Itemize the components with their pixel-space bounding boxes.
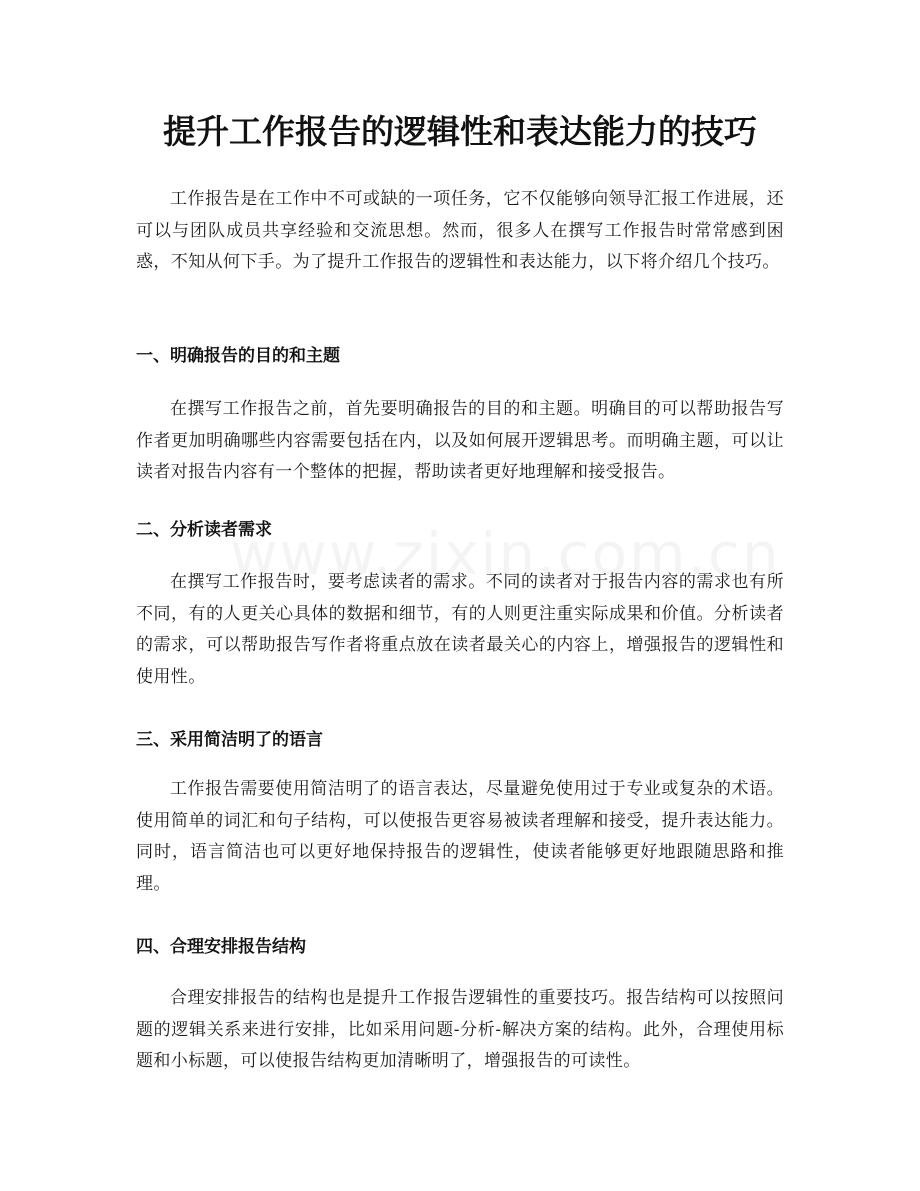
- section-body-1: 在撰写工作报告之前，首先要明确报告的目的和主题。明确目的可以帮助报告写作者更加明确哪些内容需要包括在内，以及如何展开逻辑思考。而明确主题，可以让读者对报告内容有一个整体的把握，帮助读者更好地理解和接受报告。: [136, 399, 784, 482]
- page-title: 提升工作报告的逻辑性和表达能力的技巧: [163, 112, 757, 151]
- section-body-2: 在撰写工作报告时，要考虑读者的需求。不同的读者对于报告内容的需求也有所不同，有的人更关心具体的数据和细节，有的人则更注重实际成果和价值。分析读者的需求，可以帮助报告写作者将重点放在读者最关心的内容上，增强报告的逻辑性和使用性。: [136, 572, 784, 687]
- intro-paragraph: 工作报告是在工作中不可或缺的一项任务，它不仅能够向领导汇报工作进展，还可以与团队成员共享经验和交流思想。然而，很多人在撰写工作报告时常常感到困惑，不知从何下手。为了提升工作报告的逻辑性和表达能力，以下将介绍几个技巧。: [136, 189, 784, 272]
- section-body-3: 工作报告需要使用简洁明了的语言表达，尽量避免使用过于专业或复杂的术语。使用简单的词汇和句子结构，可以使报告更容易被读者理解和接受，提升表达能力。同时，语言简洁也可以更好地保持报告的逻辑性，使读者能够更好地跟随思路和推理。: [136, 779, 784, 894]
- section-heading-3: 三、采用简洁明了的语言: [136, 730, 323, 750]
- section-heading-4: 四、合理安排报告结构: [136, 937, 306, 957]
- section-heading-2: 二、分析读者需求: [136, 520, 272, 540]
- section-body-4: 合理安排报告的结构也是提升工作报告逻辑性的重要技巧。报告结构可以按照问题的逻辑关系来进行安排，比如采用问题-分析-解决方案的结构。此外，合理使用标题和小标题，可以使报告结构更加清晰明了，增强报告的可读性。: [136, 988, 784, 1071]
- section-heading-1: 一、明确报告的目的和主题: [136, 346, 340, 366]
